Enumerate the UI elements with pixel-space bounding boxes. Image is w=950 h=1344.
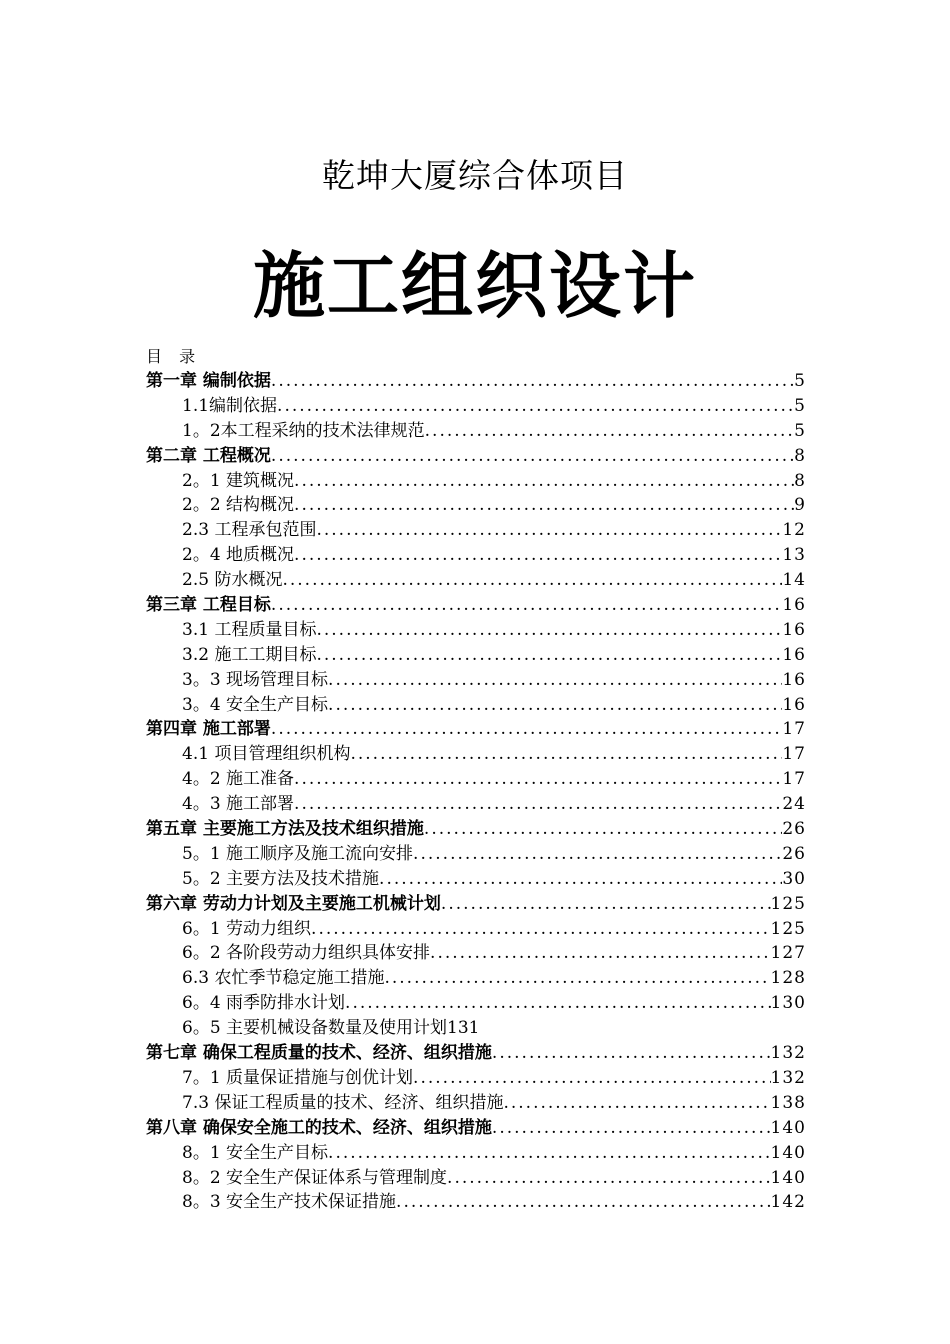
- toc-entry-label: 1。2本工程采纳的技术法律规范: [182, 420, 425, 441]
- toc-entry-line: [182, 1190, 806, 1215]
- toc-entry-line: [182, 668, 806, 693]
- toc-entry-line: [182, 394, 806, 419]
- toc-section-entry[interactable]: [146, 966, 806, 991]
- toc-page-number: 125: [770, 918, 806, 939]
- toc-entry-line: [182, 1016, 806, 1041]
- toc-entry-line: [146, 1116, 806, 1141]
- toc-entry-line: [182, 469, 806, 494]
- toc-dot-leader: [413, 1066, 771, 1091]
- toc-entry-label: 2.3 工程承包范围: [182, 520, 317, 541]
- toc-dot-leader: [294, 493, 794, 518]
- toc-entry-label: 3.2 施工工期目标: [182, 644, 317, 665]
- toc-entry-line: [182, 618, 806, 643]
- toc-entry-label: 2。4 地质概况: [182, 545, 295, 566]
- toc-section-entry[interactable]: [146, 543, 806, 568]
- toc-dot-leader: [350, 742, 782, 767]
- toc-chapter-entry[interactable]: [146, 593, 806, 618]
- toc-entry-line: [146, 593, 806, 618]
- toc-page-number: 16: [782, 619, 806, 640]
- toc-page-number: 140: [770, 1142, 806, 1163]
- toc-page-number: 26: [782, 819, 806, 840]
- toc-section-entry[interactable]: [146, 643, 806, 668]
- toc-section-entry[interactable]: [146, 394, 806, 419]
- toc-entry-line: [182, 941, 806, 966]
- toc-page-number: 17: [782, 744, 806, 765]
- toc-page-number: 9: [794, 495, 806, 516]
- toc-page-number: 24: [782, 794, 806, 815]
- toc-entry-label: 1.1编制依据: [182, 395, 278, 416]
- toc-entry-label: 6。1 劳动力组织: [182, 918, 312, 939]
- toc-section-entry[interactable]: [146, 917, 806, 942]
- toc-dot-leader: [328, 693, 782, 718]
- toc-section-entry[interactable]: [146, 419, 806, 444]
- toc-entry-line: [182, 1066, 806, 1091]
- toc-section-entry[interactable]: [146, 518, 806, 543]
- toc-chapter-entry[interactable]: [146, 1116, 806, 1141]
- toc-dot-leader: [503, 1091, 770, 1116]
- toc-dot-leader: [424, 817, 782, 842]
- toc-entry-line: [146, 892, 806, 917]
- toc-page-number: 17: [782, 769, 806, 790]
- toc-page-number: 127: [770, 943, 806, 964]
- toc-page-number: 5: [794, 420, 806, 441]
- toc-page-number: 13: [782, 545, 806, 566]
- toc-page-number: 30: [782, 868, 806, 889]
- toc-page-number: 26: [782, 843, 806, 864]
- toc-dot-leader: [316, 643, 782, 668]
- toc-entry-label: 4.1 项目管理组织机构: [182, 744, 351, 765]
- toc-entry-line: [182, 966, 806, 991]
- table-of-contents: [146, 369, 806, 1215]
- toc-section-entry[interactable]: [146, 842, 806, 867]
- toc-entry-line: [146, 444, 806, 469]
- toc-entry-line: [182, 643, 806, 668]
- toc-section-entry[interactable]: [146, 493, 806, 518]
- toc-entry-line: [182, 493, 806, 518]
- toc-page-number: 130: [770, 993, 806, 1014]
- toc-dot-leader: [277, 394, 794, 419]
- toc-entry-label: 6.3 农忙季节稳定施工措施: [182, 968, 385, 989]
- document-title: 施工组织设计: [252, 244, 697, 328]
- toc-dot-leader: [316, 618, 782, 643]
- toc-page-number: 125: [770, 893, 806, 914]
- toc-page-number: 5: [794, 371, 806, 391]
- toc-entry-label: 8。1 安全生产目标: [182, 1142, 329, 1163]
- toc-entry-line: [182, 842, 806, 867]
- toc-entry-label: 2。1 建筑概况: [182, 470, 295, 491]
- toc-page-number: 142: [770, 1192, 806, 1213]
- toc-section-entry[interactable]: [146, 1190, 806, 1215]
- toc-dot-leader: [271, 444, 794, 469]
- toc-entry-label: 8。2 安全生产保证体系与管理制度: [182, 1167, 448, 1188]
- toc-chapter-entry[interactable]: [146, 717, 806, 742]
- toc-entry-label: 3.1 工程质量目标: [182, 619, 317, 640]
- toc-entry-label: 第六章 劳动力计划及主要施工机械计划: [146, 893, 441, 914]
- toc-entry-line: [146, 1041, 806, 1066]
- toc-entry-label: 第一章 编制依据: [146, 371, 271, 391]
- toc-dot-leader: [396, 1190, 771, 1215]
- toc-entry-line: [182, 1091, 806, 1116]
- toc-entry-line: [182, 1141, 806, 1166]
- toc-dot-leader: [328, 1141, 771, 1166]
- toc-entry-label: 5。2 主要方法及技术措施: [182, 868, 380, 889]
- toc-entry-label: 8。3 安全生产技术保证措施: [182, 1192, 397, 1213]
- toc-dot-leader: [441, 892, 771, 917]
- toc-entry-line: [182, 991, 806, 1016]
- toc-dot-leader: [447, 1166, 771, 1191]
- toc-section-entry[interactable]: [146, 742, 806, 767]
- toc-page-number: 128: [770, 968, 806, 989]
- toc-section-entry[interactable]: [146, 767, 806, 792]
- toc-page-number: 140: [770, 1167, 806, 1188]
- project-subtitle: 乾坤大厦综合体项目: [322, 156, 628, 195]
- toc-section-entry[interactable]: [146, 941, 806, 966]
- toc-page-number: 8: [794, 470, 806, 491]
- toc-page-number: 138: [770, 1092, 806, 1113]
- toc-entry-line: [182, 543, 806, 568]
- toc-entry-line: [182, 917, 806, 942]
- toc-entry-line: [146, 817, 806, 842]
- toc-dot-leader: [413, 842, 782, 867]
- toc-dot-leader: [430, 941, 771, 966]
- toc-dot-leader: [345, 991, 771, 1016]
- toc-dot-leader: [271, 593, 782, 618]
- toc-chapter-entry[interactable]: [146, 1041, 806, 1066]
- toc-page-number: 16: [782, 644, 806, 665]
- toc-entry-label: 第七章 确保工程质量的技术、经济、组织措施: [146, 1043, 492, 1064]
- toc-dot-leader: [271, 717, 782, 742]
- toc-page-number: 16: [782, 595, 806, 616]
- toc-page-number: 16: [782, 694, 806, 715]
- toc-section-entry[interactable]: [146, 792, 806, 817]
- toc-dot-leader: [316, 518, 782, 543]
- toc-dot-leader: [294, 469, 794, 494]
- toc-section-entry[interactable]: [146, 693, 806, 718]
- toc-entry-line: [182, 767, 806, 792]
- toc-page-number: 14: [782, 570, 806, 591]
- toc-section-entry[interactable]: [146, 618, 806, 643]
- toc-entry-line: [146, 717, 806, 742]
- toc-page-number: 17: [782, 719, 806, 740]
- toc-entry-label: 第四章 施工部署: [146, 719, 271, 740]
- toc-dot-leader: [379, 867, 782, 892]
- toc-entry-line: [182, 419, 806, 444]
- toc-chapter-entry[interactable]: [146, 892, 806, 917]
- toc-chapter-entry[interactable]: [146, 444, 806, 469]
- toc-page-number: 16: [782, 669, 806, 690]
- toc-entry-label: 第二章 工程概况: [146, 445, 271, 466]
- toc-entry-line: [182, 742, 806, 767]
- toc-entry-label: 6。4 雨季防排水计划: [182, 993, 346, 1014]
- toc-section-entry[interactable]: [146, 668, 806, 693]
- toc-heading: 目 录: [146, 347, 202, 366]
- toc-entry-label: 第三章 工程目标: [146, 595, 271, 616]
- toc-entry-label: 3。3 现场管理目标: [182, 669, 329, 690]
- toc-dot-leader: [282, 568, 782, 593]
- toc-section-entry[interactable]: [146, 1016, 806, 1041]
- toc-entry-label: 3。4 安全生产目标: [182, 694, 329, 715]
- toc-entry-label: 7.3 保证工程质量的技术、经济、组织措施: [182, 1092, 504, 1113]
- toc-section-entry[interactable]: [146, 867, 806, 892]
- toc-dot-leader: [492, 1041, 771, 1066]
- toc-page-number: 140: [770, 1117, 806, 1138]
- toc-entry-line: [182, 518, 806, 543]
- toc-entry-label: 6。5 主要机械设备数量及使用计划131: [182, 1018, 480, 1039]
- toc-dot-leader: [294, 767, 782, 792]
- toc-section-entry[interactable]: [146, 1066, 806, 1091]
- toc-entry-label: 6。2 各阶段劳动力组织具体安排: [182, 943, 431, 964]
- toc-entry-line: [146, 369, 806, 394]
- toc-section-entry[interactable]: [146, 991, 806, 1016]
- toc-page-number: 5: [794, 395, 806, 416]
- toc-section-entry[interactable]: [146, 469, 806, 494]
- toc-entry-label: 2。2 结构概况: [182, 495, 295, 516]
- toc-entry-label: 4。2 施工准备: [182, 769, 295, 790]
- toc-page-number: 132: [770, 1043, 806, 1064]
- toc-entry-line: [182, 867, 806, 892]
- toc-entry-line: [182, 1166, 806, 1191]
- toc-section-entry[interactable]: [146, 568, 806, 593]
- toc-entry-line: [182, 693, 806, 718]
- toc-chapter-entry[interactable]: [146, 369, 806, 394]
- toc-entry-label: 2.5 防水概况: [182, 570, 283, 591]
- toc-entry-line: [182, 792, 806, 817]
- toc-dot-leader: [271, 369, 794, 394]
- toc-entry-label: 第五章 主要施工方法及技术组织措施: [146, 819, 424, 840]
- toc-page-number: 12: [782, 520, 806, 541]
- toc-page-number: 132: [770, 1067, 806, 1088]
- toc-entry-line: [182, 568, 806, 593]
- toc-dot-leader: [384, 966, 770, 991]
- toc-dot-leader: [294, 792, 782, 817]
- toc-section-entry[interactable]: [146, 1091, 806, 1116]
- toc-entry-label: 4。3 施工部署: [182, 794, 295, 815]
- toc-dot-leader: [294, 543, 782, 568]
- toc-dot-leader: [311, 917, 771, 942]
- toc-dot-leader: [328, 668, 782, 693]
- toc-dot-leader: [492, 1116, 771, 1141]
- toc-dot-leader: [425, 419, 795, 444]
- toc-page-number: 8: [794, 445, 806, 466]
- toc-chapter-entry[interactable]: [146, 817, 806, 842]
- toc-section-entry[interactable]: [146, 1141, 806, 1166]
- toc-section-entry[interactable]: [146, 1166, 806, 1191]
- toc-entry-label: 第八章 确保安全施工的技术、经济、组织措施: [146, 1117, 492, 1138]
- toc-entry-label: 7。1 质量保证措施与创优计划: [182, 1067, 414, 1088]
- toc-entry-label: 5。1 施工顺序及施工流向安排: [182, 843, 414, 864]
